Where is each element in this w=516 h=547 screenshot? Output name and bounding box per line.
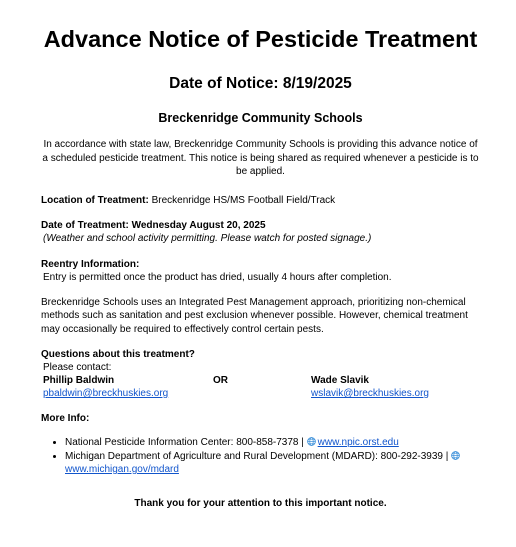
more-info-list bbox=[41, 436, 480, 476]
notice-date: Date of Notice: 8/19/2025 bbox=[169, 75, 352, 92]
ipm-paragraph: Breckenridge Schools uses an Integrated Pest Management approach, prioritizing non-chemical methods such as sanitation and pest exclusion whenever possible. However, chemical treatment may occasionally be required to effectively control certain pests. bbox=[41, 296, 468, 335]
npic-text: National Pesticide Information Center: 800-858-7378 | bbox=[65, 437, 307, 448]
treatment-date-note: (Weather and school activity permitting. Please watch for posted signage.) bbox=[43, 232, 372, 244]
questions-section bbox=[41, 348, 480, 401]
list-item bbox=[65, 436, 480, 449]
contact-prompt: Please contact: bbox=[43, 362, 112, 373]
contact-email-link[interactable]: pbaldwin@breckhuskies.org bbox=[43, 388, 169, 399]
more-info-label: More Info: bbox=[41, 413, 90, 424]
organization-name: Breckenridge Community Schools bbox=[158, 111, 363, 125]
contact-name: Wade Slavik bbox=[311, 375, 369, 386]
page-title: Advance Notice of Pesticide Treatment bbox=[43, 26, 478, 52]
contact-baldwin bbox=[41, 374, 168, 400]
list-item bbox=[65, 450, 480, 476]
location-value: Breckenridge HS/MS Football Field/Track bbox=[148, 194, 336, 206]
questions-label: Questions about this treatment? bbox=[41, 349, 195, 360]
treatment-date-section bbox=[41, 219, 480, 245]
reentry-label: Reentry Information: bbox=[41, 258, 140, 270]
npic-link[interactable]: www.npic.orst.edu bbox=[317, 437, 399, 448]
contacts-row bbox=[41, 374, 480, 401]
or-separator: OR bbox=[213, 375, 228, 386]
mdard-link[interactable]: www.michigan.gov/mdard bbox=[65, 464, 179, 475]
thank-you-note: Thank you for your attention to this important notice. bbox=[134, 498, 387, 509]
contact-email-link[interactable]: wslavik@breckhuskies.org bbox=[311, 388, 429, 399]
location-label: Location of Treatment: bbox=[41, 194, 149, 206]
contact-slavik bbox=[311, 374, 429, 400]
intro-paragraph: In accordance with state law, Breckenridge Community Schools is providing this advance notice of a scheduled pesticide treatment. This notice is being shared as required whenever a pesticide is to be applied. bbox=[42, 139, 479, 177]
location-section bbox=[41, 194, 480, 207]
globe-icon bbox=[307, 437, 316, 446]
treatment-date-label: Date of Treatment: Wednesday August 20, 2025 bbox=[41, 219, 266, 231]
reentry-text: Entry is permitted once the product has dried, usually 4 hours after completion. bbox=[43, 271, 392, 283]
mdard-text: Michigan Department of Agriculture and Rural Development (MDARD): 800-292-3939 | bbox=[65, 451, 452, 462]
contact-name: Phillip Baldwin bbox=[43, 375, 115, 386]
reentry-section bbox=[41, 258, 480, 284]
globe-icon bbox=[451, 451, 460, 460]
